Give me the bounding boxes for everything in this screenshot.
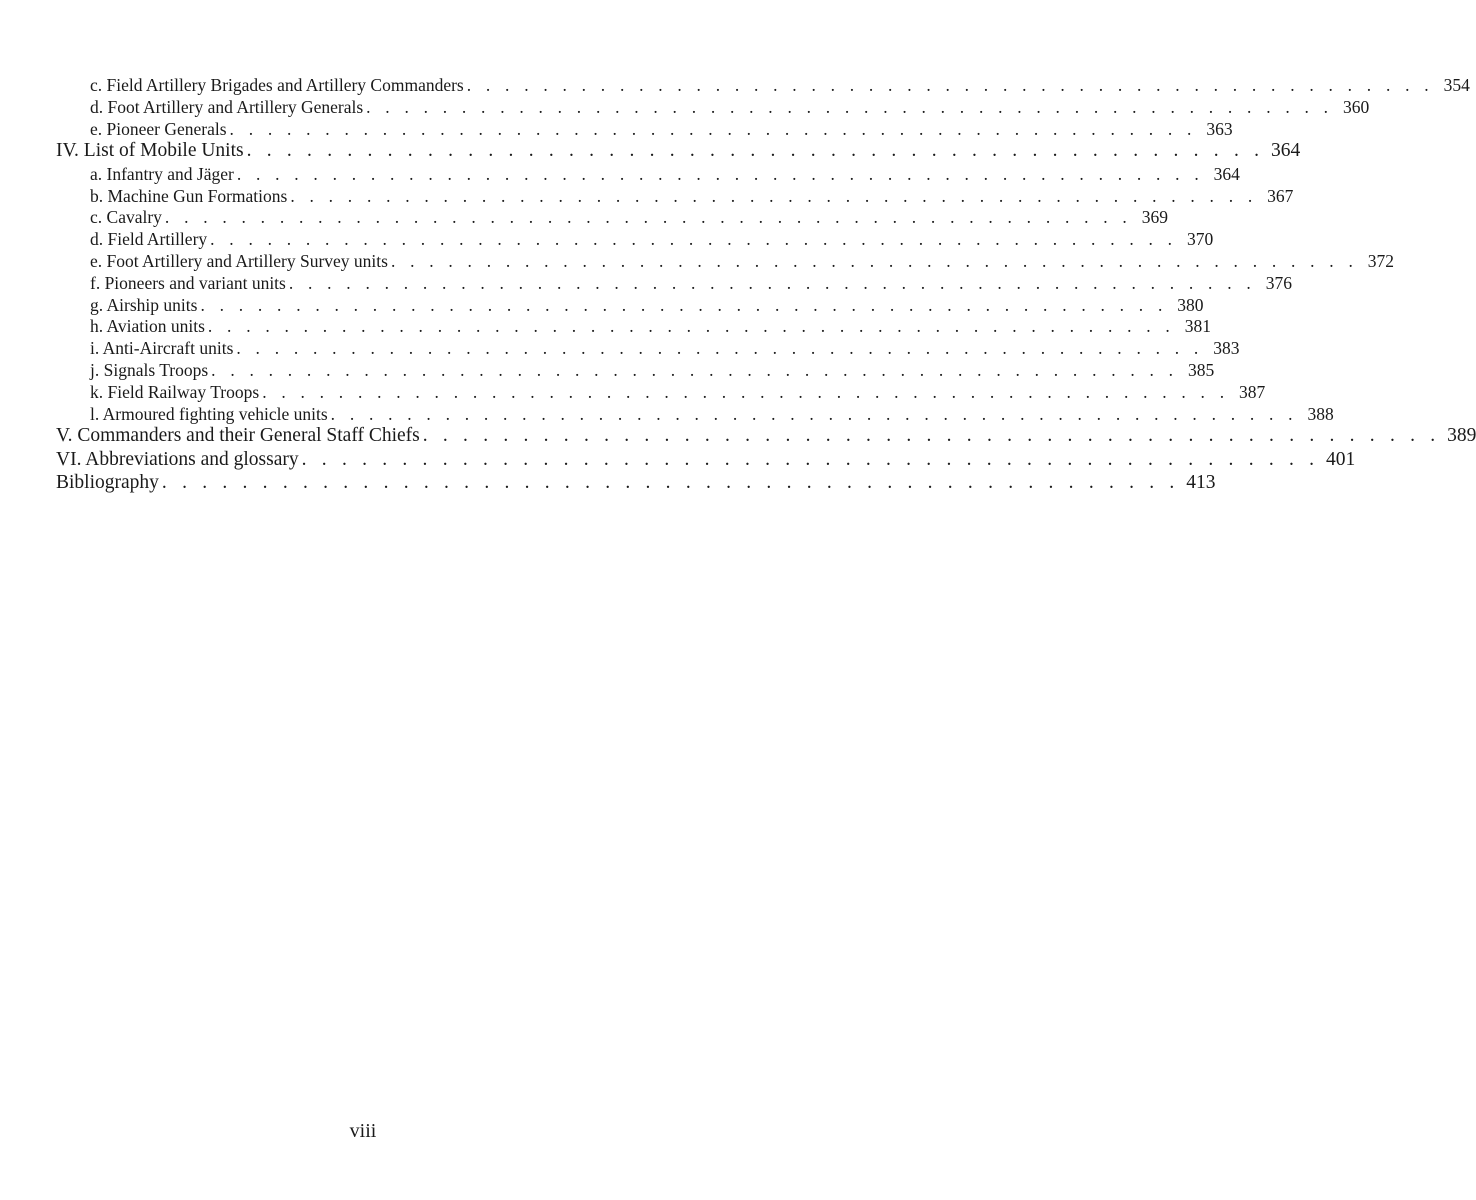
toc-entry[interactable] [0,272,1292,295]
dot-leader: . . . . . . . . . . . . . . . . . . . . . . . . . . . . . . . . . . . . . . . . . . . . . . . . . . . [229,118,1197,139]
toc-entry-label: IV. List of Mobile Units [56,140,247,162]
toc-entry-page: 387 [1239,381,1266,402]
toc-entry-page: 383 [1213,338,1240,359]
toc-entry-label: a. Infantry and Jäger [90,164,237,185]
toc-entry-page: 372 [1367,251,1395,272]
toc-entry[interactable] [0,381,1266,404]
toc-entry-page: 381 [1184,316,1211,337]
dot-leader: . . . . . . . . . . . . . . . . . . . . . . . . . . . . . . . . . . . . . . . . . . . . . . . . . . . [466,75,1434,95]
toc-entry-label: b. Machine Gun Formations [90,186,290,207]
toc-entry-label: i. Anti-Aircraft units [90,338,236,359]
toc-entry-label: g. Airship units [90,295,200,316]
dot-leader: . . . . . . . . . . . . . . . . . . . . . . . . . . . . . . . . . . . . . . . . . . . . . . . . . . . [211,360,1179,381]
toc-entry[interactable] [0,294,1204,317]
dot-leader: . . . . . . . . . . . . . . . . . . . . . . . . . . . . . . . . . . . . . . . . . . . . . . . . . . . [236,338,1204,359]
dot-leader: . . . . . . . . . . . . . . . . . . . . . . . . . . . . . . . . . . . . . . . . . . . . . . . . . . . [422,425,1441,447]
toc-entry-label: e. Foot Artillery and Artillery Survey units [90,251,391,272]
page-number: viii [349,1120,377,1142]
toc-entry[interactable] [0,96,1370,119]
toc-entry[interactable] [0,207,1168,229]
dot-leader: . . . . . . . . . . . . . . . . . . . . . . . . . . . . . . . . . . . . . . . . . . . . . . . . . . . [390,251,1359,272]
dot-leader: . . . . . . . . . . . . . . . . . . . . . . . . . . . . . . . . . . . . . . . . . . . . . . . . . . . [200,294,1168,315]
toc-entry-label: k. Field Railway Troops [90,382,262,403]
toc-entry[interactable] [0,75,1470,97]
dot-leader: . . . . . . . . . . . . . . . . . . . . . . . . . . . . . . . . . . . . . . . . . . . . . . . . . . . [290,185,1258,206]
toc-entry-label: f. Pioneers and variant units [90,273,289,294]
toc-entry-label: V. Commanders and their General Staff Chiefs [56,425,423,447]
toc-entry[interactable] [0,118,1233,141]
toc-entry-page: 369 [1141,207,1168,228]
toc-entry-page: 364 [1213,163,1240,184]
dot-leader: . . . . . . . . . . . . . . . . . . . . . . . . . . . . . . . . . . . . . . . . . . . . . . . . . . . [210,229,1178,250]
toc-entry-label: d. Field Artillery [90,229,210,250]
toc-entry[interactable] [0,360,1215,382]
toc-entry-page: 388 [1307,403,1334,424]
toc-entry-label: Bibliography [56,472,162,494]
toc-entry-label: l. Armoured fighting vehicle units [90,404,331,425]
toc-entry-page: 376 [1265,272,1292,293]
toc-entry-page: 364 [1270,140,1301,162]
toc-entry[interactable] [0,425,1476,449]
toc-entry[interactable] [0,472,1216,496]
toc-entry-label: VI. Abbreviations and glossary [56,449,302,471]
toc-entry[interactable] [0,229,1214,251]
toc-entry-label: d. Foot Artillery and Artillery Generals [90,97,366,118]
dot-leader: . . . . . . . . . . . . . . . . . . . . . . . . . . . . . . . . . . . . . . . . . . . . . . . . . . . [366,96,1334,117]
dot-leader: . . . . . . . . . . . . . . . . . . . . . . . . . . . . . . . . . . . . . . . . . . . . . . . . . . . [161,472,1180,494]
toc-entry-page: 389 [1447,425,1476,447]
toc-entry[interactable] [0,251,1395,273]
toc-entry-page: 413 [1186,472,1216,494]
toc-entry-page: 380 [1177,294,1204,315]
dot-leader: . . . . . . . . . . . . . . . . . . . . . . . . . . . . . . . . . . . . . . . . . . . . . . . . . . . [164,207,1132,228]
toc-entry-page: 360 [1342,96,1370,117]
toc-entry-page: 354 [1443,75,1470,95]
dot-leader: . . . . . . . . . . . . . . . . . . . . . . . . . . . . . . . . . . . . . . . . . . . . . . . . . . . [246,140,1265,162]
toc-entry-label: j. Signals Troops [90,360,211,381]
dot-leader: . . . . . . . . . . . . . . . . . . . . . . . . . . . . . . . . . . . . . . . . . . . . . . . . . . . [262,381,1230,402]
dot-leader: . . . . . . . . . . . . . . . . . . . . . . . . . . . . . . . . . . . . . . . . . . . . . . . . . . . [301,448,1320,470]
toc-entry-page: 363 [1206,118,1233,139]
toc-entry-label: c. Cavalry [90,207,165,228]
table-of-contents [0,75,1476,496]
toc-entry[interactable] [0,316,1211,338]
toc-entry-label: e. Pioneer Generals [90,119,230,140]
toc-entry-page: 367 [1267,185,1294,206]
toc-entry[interactable] [0,448,1356,473]
toc-entry[interactable] [0,403,1334,426]
dot-leader: . . . . . . . . . . . . . . . . . . . . . . . . . . . . . . . . . . . . . . . . . . . . . . . . . . . [330,403,1298,424]
toc-entry-label: h. Aviation units [90,316,208,337]
toc-entry[interactable] [0,338,1240,360]
toc-entry[interactable] [0,140,1301,164]
toc-entry[interactable] [0,185,1294,208]
dot-leader: . . . . . . . . . . . . . . . . . . . . . . . . . . . . . . . . . . . . . . . . . . . . . . . . . . . [207,316,1175,337]
toc-entry-page: 370 [1186,229,1214,250]
toc-entry-page: 385 [1188,360,1215,381]
toc-entry[interactable] [0,163,1240,186]
dot-leader: . . . . . . . . . . . . . . . . . . . . . . . . . . . . . . . . . . . . . . . . . . . . . . . . . . . [288,272,1256,293]
toc-entry-label: c. Field Artillery Brigades and Artillery Commanders [90,75,467,96]
toc-entry-page: 401 [1325,448,1356,470]
dot-leader: . . . . . . . . . . . . . . . . . . . . . . . . . . . . . . . . . . . . . . . . . . . . . . . . . . . [236,163,1204,184]
